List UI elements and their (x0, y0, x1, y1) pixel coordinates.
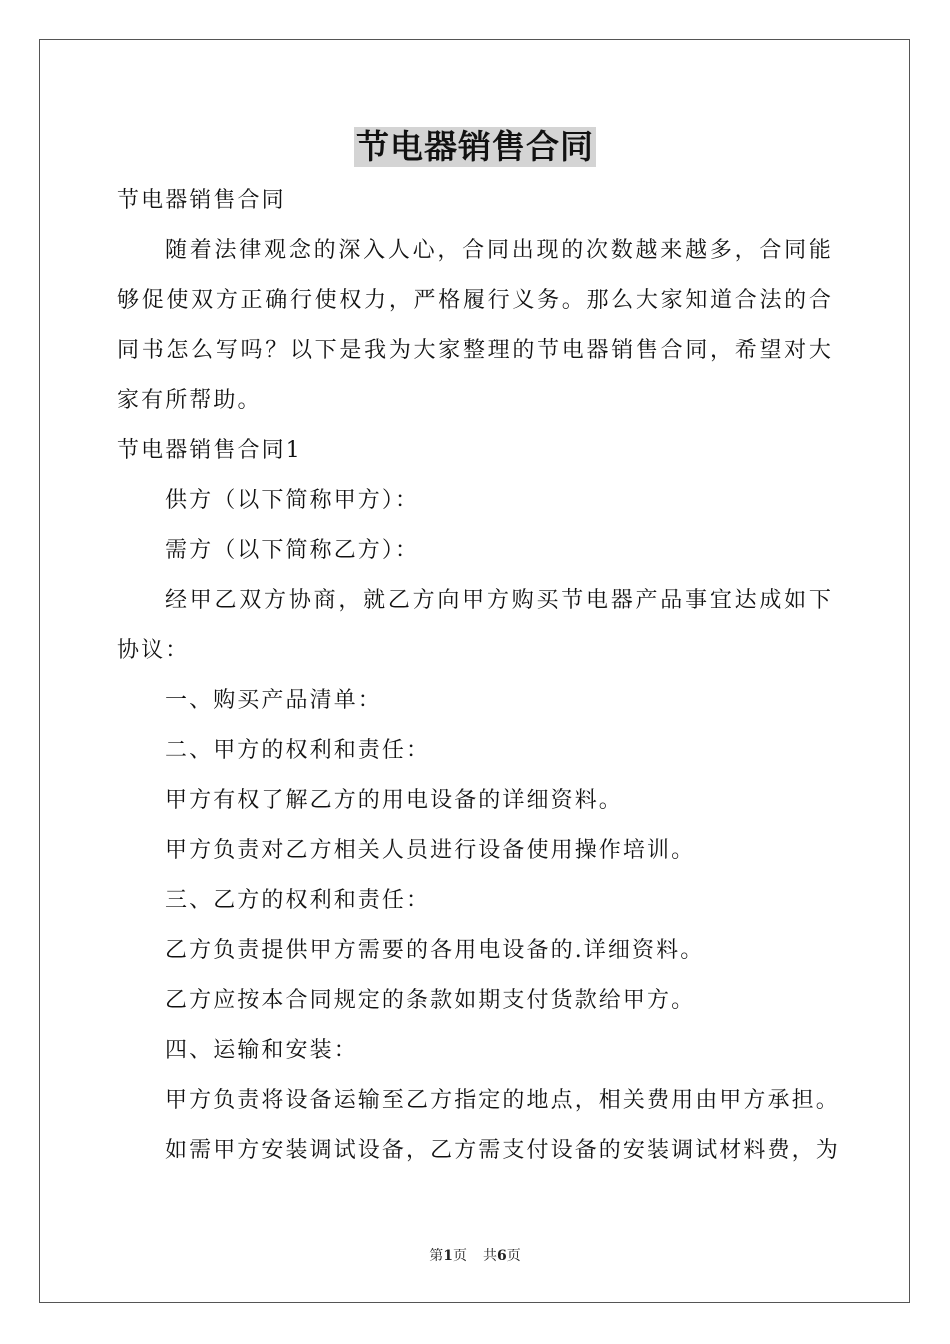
document-title: 节电器销售合同 (356, 127, 594, 166)
clause-3-item-2: 乙方应按本合同规定的条款如期支付货款给甲方。 (165, 988, 696, 1013)
clause-2-item-2: 甲方负责对乙方相关人员进行设备使用操作培训。 (165, 838, 696, 863)
intro-paragraph: 随着法律观念的深入人心，合同出现的次数越来越多，合同能够促使双方正确行使权力，严格履行义务。那么大家知道合法的合同书怎么写吗？以下是我为大家整理的节电器销售合同，希望对大家有所帮助。 (117, 238, 833, 413)
total-prefix: 共 (483, 1248, 497, 1264)
total-suffix: 页 (506, 1248, 521, 1264)
clause-3-item-1: 乙方负责提供甲方需要的各用电设备的.详细资料。 (165, 938, 705, 963)
total-pages: 6 (497, 1248, 507, 1264)
title-container (0, 127, 950, 167)
clause-2-item-1: 甲方有权了解乙方的用电设备的详细资料。 (165, 788, 623, 813)
document-body (117, 176, 840, 1176)
clause-1-heading: 一、购买产品清单： (165, 688, 382, 713)
clause-3-heading: 三、乙方的权利和责任： (165, 888, 431, 913)
party-b-line: 需方（以下简称乙方）： (165, 538, 420, 563)
clause-4-item-2: 如需甲方安装调试设备，乙方需支付设备的安装调试材料费，为 (165, 1138, 840, 1163)
section-title: 节电器销售合同1 (117, 438, 302, 463)
document-subtitle: 节电器销售合同 (117, 188, 286, 213)
clause-4-item-1: 甲方负责将设备运输至乙方指定的地点，相关费用由甲方承担。 (165, 1088, 840, 1113)
party-a-line: 供方（以下简称甲方）： (165, 488, 420, 513)
clause-2-heading: 二、甲方的权利和责任： (165, 738, 431, 763)
agreement-paragraph: 经甲乙双方协商，就乙方向甲方购买节电器产品事宜达成如下协议： (117, 588, 833, 663)
page-footer (0, 1246, 950, 1266)
clause-4-heading: 四、运输和安装： (165, 1038, 358, 1063)
page-prefix: 第 (429, 1248, 444, 1264)
page-suffix: 页 (453, 1248, 467, 1264)
page-number: 1 (443, 1248, 453, 1264)
